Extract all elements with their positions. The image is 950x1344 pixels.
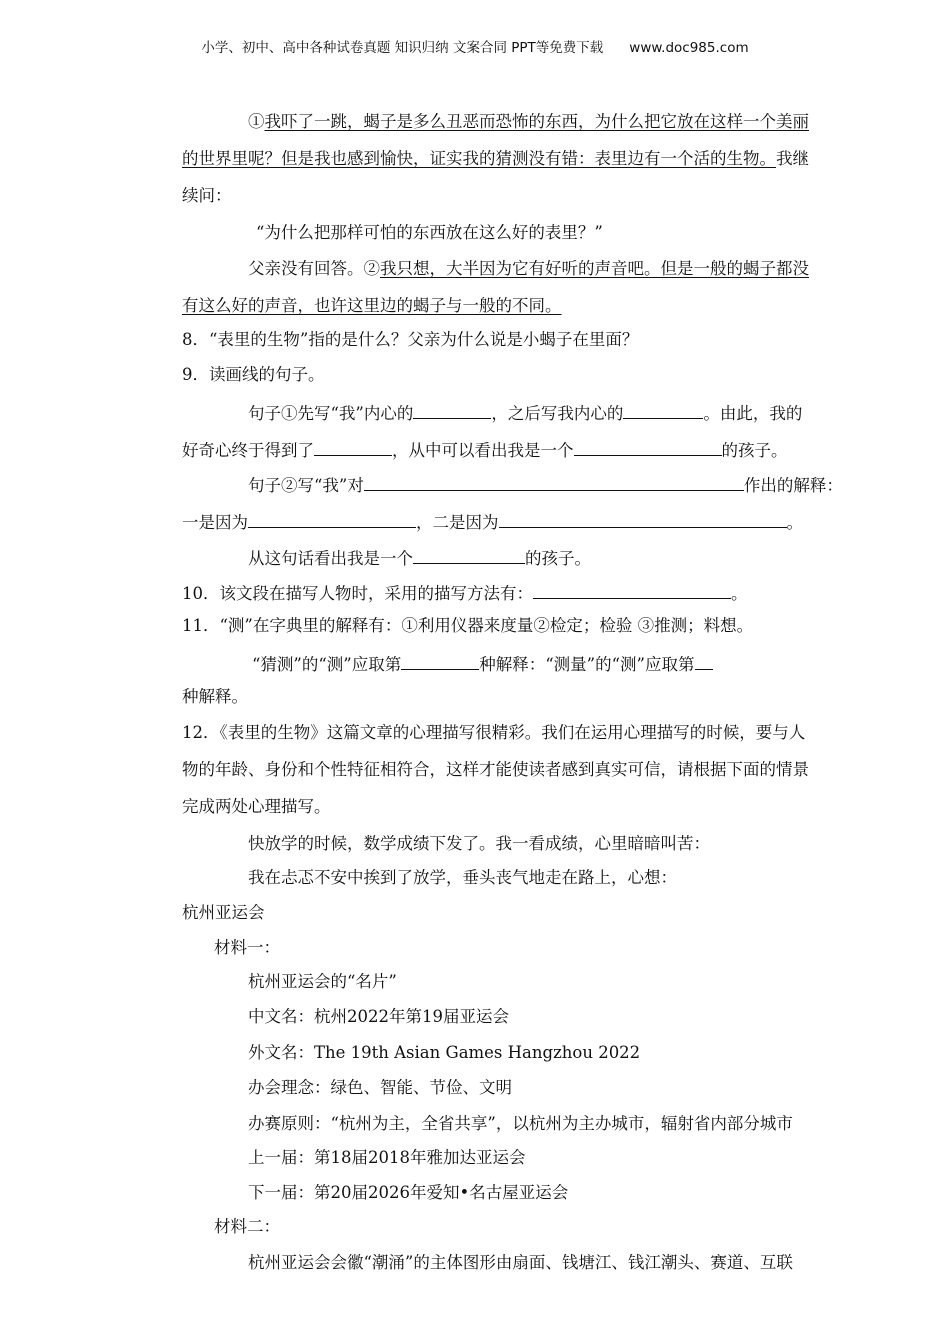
passage-quote: “为什么把那样可怕的东西放在这么好的表里？” (256, 223, 603, 242)
event-concept: 办会理念：绿色、智能、节俭、文明 (248, 1078, 512, 1097)
answer-blank[interactable] (413, 548, 525, 564)
q9-line-2: 好奇心终于得到了 ，从中可以看出我是一个 的孩子。 (182, 441, 788, 460)
answer-blank[interactable] (623, 403, 703, 419)
question-8: 8．“表里的生物”指的是什么？父亲为什么说是小蝎子在里面？ (182, 330, 639, 349)
q11-line-3: 种解释。 (182, 687, 248, 706)
answer-blank[interactable] (248, 512, 416, 528)
q9-line-5: 从这句话看出我是一个 的孩子。 (248, 549, 591, 568)
answer-blank[interactable] (413, 403, 491, 419)
question-12-line-1: 12．《表里的生物》这篇文章的心理描写很精彩。我们在运用心理描写的时候，要与人 (182, 723, 806, 742)
header-url[interactable]: www.doc985.com (629, 40, 749, 56)
passage-line-6 (182, 298, 562, 315)
previous-games: 上一届：第18届2018年雅加达亚运会 (248, 1148, 526, 1167)
underlined-sentence-2a: 我只想，大半因为它有好听的声音吧。但是一般的蝎子都没 (380, 259, 809, 278)
header-tagline: 小学、初中、高中各种试卷真题 知识归纳 文案合同 PPT等免费下载 (201, 40, 604, 56)
underlined-sentence-2b: 有这么好的声音，也许这里边的蝎子与一般的不同。 (182, 296, 562, 315)
answer-blank[interactable] (499, 512, 787, 528)
q9-line-3: 句子②写“我”对 作出的解释： (248, 476, 843, 495)
answer-blank[interactable] (314, 440, 392, 456)
underlined-sentence-1a: 我吓了一跳，蝎子是多么丑恶而恐怖的东西，为什么把它放在这样一个美丽 (264, 112, 809, 131)
question-11: 11．“测”在字典里的解释有：①利用仪器来度量②检定；检验 ③推测；料想。 (182, 616, 754, 635)
material-2-label: 材料二： (214, 1217, 280, 1236)
q12-scenario-1: 快放学的时候，数学成绩下发了。我一看成绩，心里暗暗叫苦： (248, 834, 710, 853)
answer-blank[interactable] (401, 654, 479, 670)
section-title: 杭州亚运会 (182, 903, 265, 922)
answer-blank[interactable] (574, 440, 722, 456)
page-header (0, 36, 950, 56)
material-2-text: 杭州亚运会会徽“潮涌”的主体图形由扇面、钱塘江、钱江潮头、赛道、互联 (248, 1253, 793, 1272)
answer-blank[interactable] (364, 475, 744, 491)
passage-line-5: 父亲没有回答。②我只想，大半因为它有好听的声音吧。但是一般的蝎子都没 (248, 259, 809, 278)
q11-line-2: “猜测”的“测”应取第 种解释：“测量”的“测”应取第 (252, 654, 713, 674)
card-title: 杭州亚运会的“名片” (248, 972, 397, 991)
passage-line-2: 的世界里呢？但是我也感到愉快，证实我的猜测没有错：表里边有一个活的生物。我继 (182, 149, 809, 168)
answer-blank[interactable] (695, 654, 713, 670)
question-12-line-2: 物的年龄、身份和个性特征相符合，这样才能使读者感到真实可信，请根据下面的情景 (182, 760, 809, 779)
q12-scenario-2: 我在忐忑不安中挨到了放学，垂头丧气地走在路上，心想： (248, 868, 677, 887)
question-12-line-3: 完成两处心理描写。 (182, 797, 331, 816)
question-9: 9．读画线的句子。 (182, 365, 325, 384)
passage-line-1 (248, 114, 809, 131)
material-1-label: 材料一： (214, 938, 280, 957)
underlined-sentence-1b: 的世界里呢？但是我也感到愉快，证实我的猜测没有错：表里边有一个活的生物。 (182, 149, 776, 168)
next-games: 下一届：第20届2026年爱知•名古屋亚运会 (248, 1183, 569, 1202)
event-principle: 办赛原则：“杭州为主，全省共享”，以杭州为主办城市，辐射省内部分城市 (248, 1114, 793, 1133)
english-name: 外文名：The 19th Asian Games Hangzhou 2022 (248, 1043, 641, 1062)
question-10: 10．该文段在描写人物时，采用的描写方法有： 。 (182, 584, 748, 603)
chinese-name: 中文名：杭州2022年第19届亚运会 (248, 1007, 509, 1026)
q9-line-4: 一是因为 ，二是因为 。 (182, 513, 803, 532)
answer-blank[interactable] (533, 583, 731, 599)
passage-line-3: 续问： (182, 186, 232, 205)
q9-line-1: 句子①先写“我”内心的 ，之后写我内心的 。由此，我的 (248, 404, 803, 423)
circled-one: ① (248, 112, 265, 131)
